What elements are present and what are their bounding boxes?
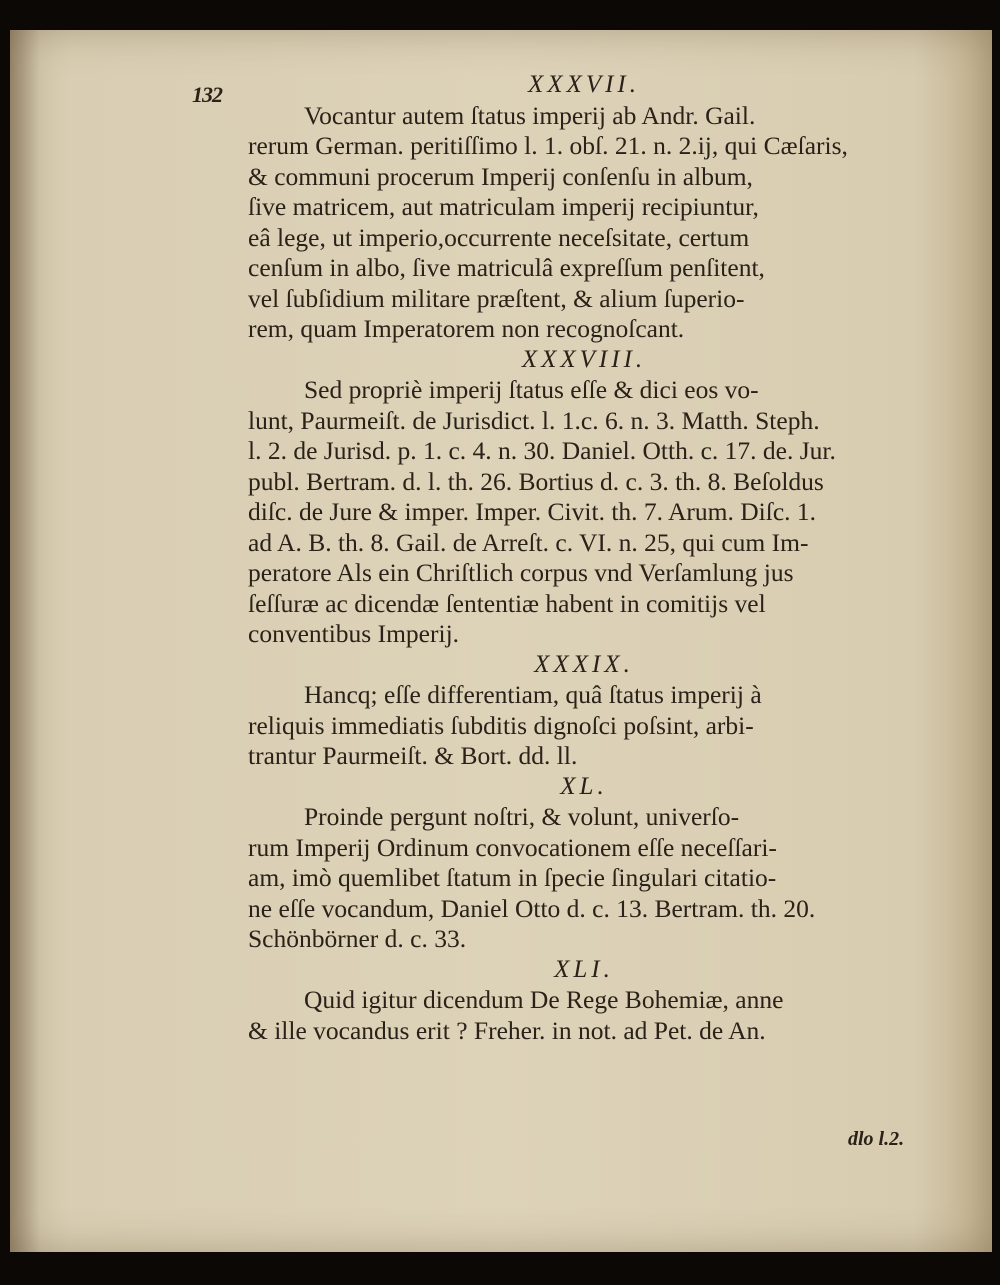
section-heading: XXXVII.	[528, 71, 640, 98]
page-gutter-shadow	[10, 30, 40, 1252]
text-line: & ille vocandus erit ? Freher. in not. ad Pet. de An.	[248, 1015, 766, 1045]
section-heading: XXXIX.	[534, 650, 634, 678]
text-line: rem, quam Imperatorem non recognoſcant.	[248, 314, 685, 343]
text-line: cenſum in albo, ſive matriculâ expreſſum penſitent,	[248, 253, 765, 282]
section-paragraph	[248, 101, 920, 345]
text-line: Sed propriè imperij ſtatus eſſe & dici eos vo-	[304, 375, 759, 404]
text-line: peratore Als ein Chriſtlich corpus vnd Verſamlung jus	[248, 558, 794, 587]
section-paragraph	[248, 985, 920, 1046]
text-line: diſc. de Jure & imper. Imper. Civit. th. 7. Arum. Diſc. 1.	[248, 497, 817, 526]
text-line: reliquis immediatis ſubditis dignoſci poſsint, arbi-	[248, 710, 754, 740]
text-line: eâ lege, ut imperio,occurrente neceſsitate, certum	[248, 222, 750, 252]
page-number: 132	[192, 82, 222, 107]
text-line: Proinde pergunt noſtri, & volunt, univerſo-	[304, 802, 740, 831]
text-line: ſeſſuræ ac dicendæ ſententiæ habent in comitijs vel	[248, 588, 766, 618]
text-line: am, imò quemlibet ſtatum in ſpecie ſingulari citatio-	[248, 863, 777, 892]
text-line: Hancq; eſſe differentiam, quâ ſtatus imperij à	[304, 680, 762, 709]
section-paragraph	[248, 802, 920, 955]
text-line: ne eſſe vocandum, Daniel Otto d. c. 13. Bertram. th. 20.	[248, 893, 816, 923]
text-line: rum Imperij Ordinum convocationem eſſe neceſſari-	[248, 832, 777, 862]
text-line: Vocantur autem ſtatus imperij ab Andr. Gail.	[304, 100, 756, 130]
section-paragraph	[248, 375, 920, 650]
section-heading: XXXVIII.	[521, 345, 647, 373]
section-heading: XLI.	[554, 955, 614, 983]
text-line: & communi procerum Imperij conſenſu in album,	[248, 161, 753, 191]
catchword: dlo l.2.	[848, 1128, 905, 1150]
text-line: rerum German. peritiſſimo l. 1. obſ. 21. n. 2.ij, qui Cæſaris,	[248, 131, 848, 160]
text-line: ad A. B. th. 8. Gail. de Arreſt. c. VI. n. 25, qui cum Im-	[248, 527, 809, 557]
text-line: Quid igitur dicendum De Rege Bohemiæ, anne	[304, 985, 784, 1014]
section-heading: XL.	[560, 772, 608, 800]
text-line: trantur Paurmeiſt. & Bort. dd. ll.	[248, 741, 578, 770]
section-paragraph	[248, 680, 920, 772]
text-line: vel ſubſidium militare præſtent, & alium ſuperio-	[248, 283, 745, 313]
text-line: conventibus Imperij.	[248, 619, 460, 648]
main-text	[248, 70, 920, 1046]
text-line: Schönbörner d. c. 33.	[248, 924, 467, 953]
text-line: lunt, Paurmeiſt. de Jurisdict. l. 1.c. 6. n. 3. Matth. Steph.	[248, 405, 820, 435]
text-line: l. 2. de Jurisd. p. 1. c. 4. n. 30. Daniel. Otth. c. 17. de. Jur.	[248, 436, 836, 465]
text-line: ſive matricem, aut matriculam imperij recipiuntur,	[248, 192, 759, 221]
text-line: publ. Bertram. d. l. th. 26. Bortius d. c. 3. th. 8. Beſoldus	[248, 466, 824, 496]
